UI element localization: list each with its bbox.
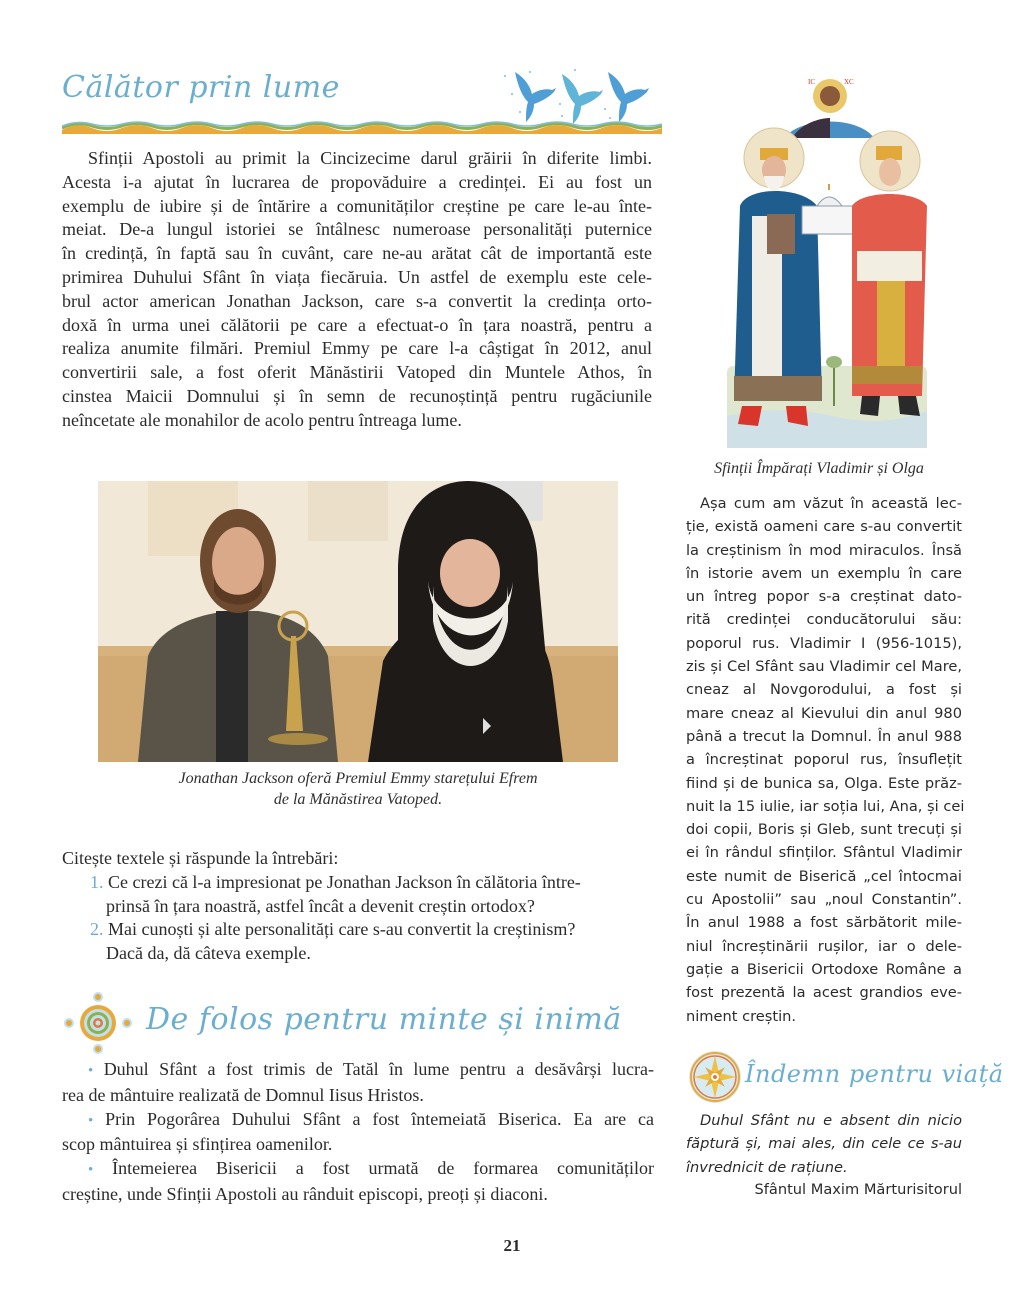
- flying-birds-illustration: [500, 64, 660, 124]
- bullet-text: Prin Pogorârea Duhului Sfânt a fost întemeiată Biserica. Ea are ca: [105, 1108, 654, 1129]
- quote-line: Duhul Sfânt nu e absent din nicio: [700, 1112, 962, 1129]
- bullet-item: [62, 1157, 654, 1207]
- text-line: ei în rândul sfinților. Sfântul Vladimir: [686, 844, 962, 862]
- questions-block: [62, 847, 654, 966]
- text-line: doxă în urma unei călătorii pe care a efectuat-o în țara noastră, pentru a: [62, 314, 652, 335]
- caption-line: de la Mănăstirea Vatoped.: [273, 791, 443, 808]
- question-item: [62, 871, 654, 919]
- text-line: cu Apostolii” sau „noul Constantin”.: [686, 891, 962, 909]
- bullet-text: rea de mântuire realizată de Domnul Iisus Hristos.: [62, 1084, 424, 1105]
- text-line: rită credinței conducătorului său:: [686, 611, 962, 629]
- text-line: niul încreștinării rușilor, iar o dele-: [686, 937, 962, 955]
- quote-text: [686, 1109, 962, 1179]
- bullet-list: [62, 1058, 654, 1207]
- sun-mandala-icon: [688, 1050, 742, 1104]
- page-number: 21: [503, 1236, 521, 1255]
- bullet-text: creștine, unde Sfinții Apostoli au rânduit episcopi, preoți și diaconi.: [62, 1183, 548, 1204]
- icon-letters-xc: XC: [844, 78, 854, 86]
- bird-icon: [608, 72, 649, 122]
- bullet-text: Duhul Sfânt a fost trimis de Tatăl în lume pentru a desăvârși lucra-: [103, 1059, 654, 1079]
- text-line: în istorie avem un exemplu în care: [686, 564, 962, 582]
- text-line: zis și Cel Sfânt sau Vladimir cel Mare,: [686, 658, 962, 676]
- question-number: 2.: [90, 919, 104, 940]
- text-line: realiza anumite filmări. Premiul Emmy pe care l-a câștigat în 2012, anul: [62, 338, 652, 359]
- section-title-indemn: Îndemn pentru viață: [745, 1060, 1004, 1088]
- quote-line: făptură și, mai ales, din cele ce s-au: [686, 1135, 962, 1153]
- text-line: până a trecut la Domnul. În anul 988: [686, 727, 962, 745]
- icon-caption: Sfinții Împărați Vladimir și Olga: [714, 460, 924, 477]
- bullet-text: Întemeierea Bisericii a fost urmată de formarea comunităților: [112, 1158, 655, 1179]
- bird-icon: [515, 72, 556, 122]
- text-line: Sfinții Apostoli au primit la Cincizecime darul grăirii în diferite limbi.: [88, 148, 652, 168]
- text-line: meiat. De-a lungul istoriei se întâlnesc numeroase personalități puternice: [62, 219, 652, 240]
- text-line: mare cneaz al Kievului din anul 980: [686, 704, 962, 722]
- quote-author: Sfântul Maxim Mărturisitorul: [754, 1181, 962, 1198]
- questions-intro: Citește textele și răspunde la întrebări:: [62, 848, 339, 868]
- text-line: a încreștinat poporul rus, însuflețit: [686, 751, 962, 769]
- question-text: Mai cunoști și alte personalități care s-au convertit la creștinism?: [108, 919, 576, 940]
- wave-border-decoration: [62, 120, 662, 134]
- text-line: primirea Duhului Sfânt în viața fiecăruia. Un astfel de exemplu este cele-: [62, 266, 652, 287]
- bird-icon: [562, 74, 603, 124]
- icon-saints-vladimir-olga: [722, 66, 948, 456]
- text-line: brul actor american Jonathan Jackson, care s-a convertit la credința orto-: [62, 290, 652, 311]
- text-line: Așa cum am văzut în această lec-: [700, 495, 962, 512]
- question-text: prinsă în țara noastră, astfel încât a devenit creștin ortodox?: [106, 895, 535, 916]
- caption-line: Jonathan Jackson oferă Premiul Emmy starețului Efrem: [178, 770, 538, 787]
- sidebar-paragraph: [686, 492, 965, 1028]
- text-line: fost prezentă la acest grandios eve-: [686, 984, 962, 1002]
- text-line: ție, există oameni care s-au convertit: [686, 518, 962, 536]
- text-line: nuit la 15 iulie, iar soția lui, Ana, și cei: [686, 797, 965, 815]
- text-line: un întreg popor s-a creștinat dato-: [686, 588, 962, 606]
- text-line: gație a Bisericii Ortodoxe Române a: [686, 960, 962, 978]
- section-title-de-folos: De folos pentru minte și inimă: [146, 1002, 622, 1037]
- photo-caption: [98, 768, 618, 810]
- text-line: În anul 1988 a fost sărbătorit mile-: [686, 914, 962, 932]
- photo-jonathan-jackson-emmy: [98, 481, 618, 762]
- text-line: niment creștin.: [686, 1007, 797, 1025]
- text-line: exemplu de iubire și de întărire a comunităților creștine pe care le-au înte-: [62, 195, 652, 216]
- question-text: Dacă da, dă câteva exemple.: [106, 943, 311, 964]
- text-line: fiind și de bunica sa, Olga. Este prăz-: [686, 774, 962, 792]
- bullet-item: [62, 1108, 654, 1158]
- quote-line: învrednicit de rațiune.: [686, 1158, 848, 1176]
- text-line: doi copii, Boris și Gleb, sunt trecuți și: [686, 821, 962, 839]
- text-line: este numit de Biserică „cel întocmai: [686, 867, 962, 885]
- text-line: cinstea Maicii Domnului și în semn de recunoștință pentru rugăciunile: [62, 385, 652, 406]
- bullet-icon: •: [88, 1112, 94, 1129]
- bullet-icon: •: [88, 1162, 94, 1179]
- bullet-icon: •: [88, 1063, 94, 1079]
- mandala-ornament-icon: [62, 990, 134, 1056]
- text-line: în credință, în faptă sau în cuvânt, care ne-au arătat cât de importantă este: [62, 243, 652, 264]
- text-line: neîncetate ale monahilor de acolo pentru întreaga lume.: [62, 409, 462, 430]
- icon-letters-ic: IC: [808, 78, 815, 86]
- text-line: poporul rus. Vladimir I (956-1015),: [686, 634, 962, 652]
- question-number: 1.: [90, 871, 104, 892]
- text-line: Acesta i-a ajutat în lucrarea de propovăduire a credinței. Ei au fost un: [62, 171, 652, 192]
- question-item: [62, 918, 654, 966]
- question-text: Ce crezi că l-a impresionat pe Jonathan Jackson în călătoria între-: [108, 871, 581, 892]
- bullet-item: [62, 1058, 654, 1108]
- text-line: cneaz al Novgorodului, a fost și: [686, 681, 962, 699]
- bullet-text: scop mântuirea și sfințirea oamenilor.: [62, 1134, 333, 1155]
- text-line: la creștinism în mod miraculos. Însă: [686, 541, 962, 559]
- section-title-calator-prin-lume: Călător prin lume: [62, 70, 340, 105]
- text-line: convertirii sale, a fost oferit Mănăstirii Vatoped din Muntele Athos, în: [62, 362, 652, 383]
- intro-paragraph: [62, 147, 652, 433]
